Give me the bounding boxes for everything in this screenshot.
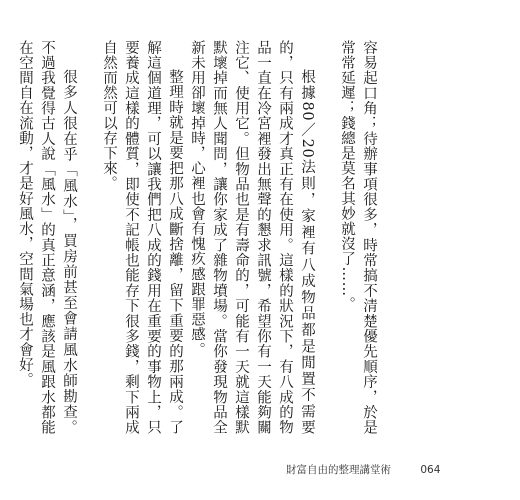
paragraph-feng-shui: 很多人很在乎「風水」，買房前甚至會請風水師勘查。不過我覺得古人說「風水」的真正意涵，應該是風跟水都能在空間自在流動，才是好風水，空間氣場也才會好。 [17,40,77,435]
paragraph-80-20-rule: 根據80／20法則，家裡有八成物品都是閒置不需要的，只有兩成才真正有在使用。這樣的狀況下，有八成的物品一直在冷宮裡發出無聲的懇求訊號，希望你有一天能夠關注它、使用它。但物品也是有壽命的，可能有一天就這樣默默壞掉而無人聞問，讓你家成了雜物墳場。當你發現物品全新未用卻壞掉時，心裡也會有愧疚感跟罪惡感。 [189,40,315,435]
page-footer [286,462,440,477]
page-number: 064 [420,464,441,476]
body-text [14,40,380,435]
book-title: 財富自由的整理講堂術 [286,464,391,476]
paragraph-declutter: 整理時就是要把那八成斷捨離，留下重要的那兩成。了解這個道理，可以讓我們把八成的錢用在重要的事物上，只要養成這樣的體質，即使不記帳也能存下很多錢，剩下兩成自然而然可以存下來。 [101,40,183,435]
paragraph-continued: 容易起口角；待辦事項很多，時常搞不清楚優先順序，於是常常延遲；錢總是莫名其妙就沒了……。 [339,40,377,435]
